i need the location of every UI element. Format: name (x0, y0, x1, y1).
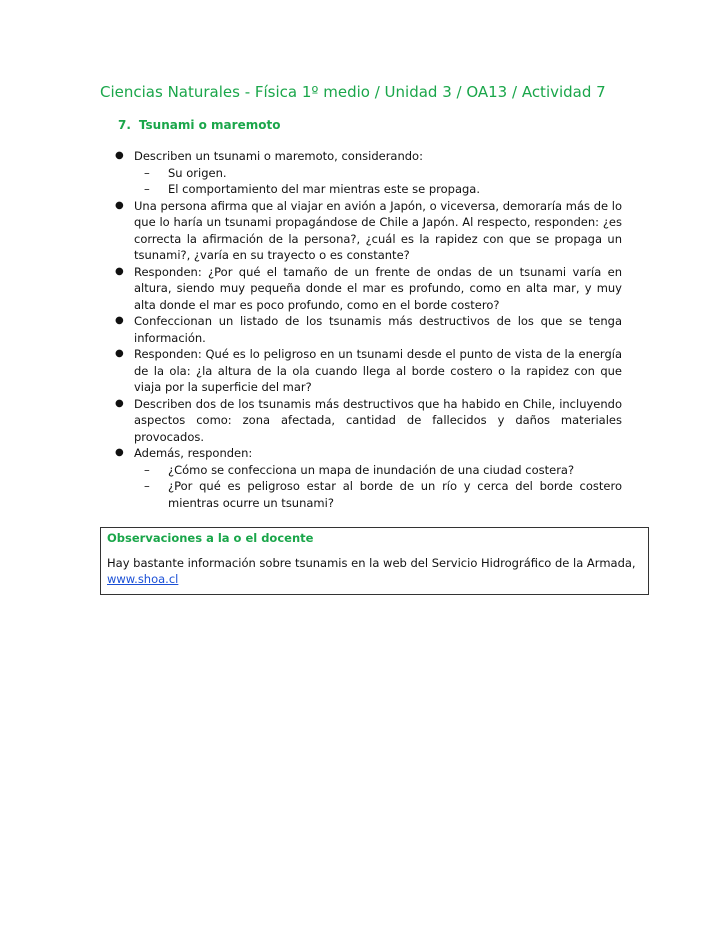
section-number: 7. (118, 118, 131, 132)
list-item-text: Además, responden: (134, 446, 253, 460)
list-item (110, 346, 622, 396)
sub-list-item-text: Su origen. (168, 165, 227, 180)
bullet-icon: ● (115, 315, 124, 326)
bullet-icon: ● (115, 199, 124, 211)
sub-list-item-text: ¿Por qué es peligroso estar al borde de un río y cerca del borde costero mientras ocurre un tsunami? (168, 479, 622, 510)
sub-list-item (134, 462, 622, 479)
list-item-text: Confeccionan un listado de los tsunamis más destructivos de los que se tenga información. (134, 314, 622, 345)
list-item (110, 198, 622, 264)
observations-text: Hay bastante información sobre tsunamis en la web del Servicio Hidrográfico de la Armada, (107, 555, 636, 570)
list-item-text: Responden: ¿Por qué el tamaño de un frente de ondas de un tsunami varía en altura, siendo muy pequeña donde el mar es profundo, como en alta mar, y muy alta donde el mar es poco profundo, como en el borde costero? (134, 264, 622, 312)
list-item (110, 396, 622, 446)
sub-list-item-text: ¿Cómo se confecciona un mapa de inundación de una ciudad costera? (168, 462, 575, 477)
dash-icon: – (144, 165, 150, 180)
bullet-icon: ● (115, 447, 124, 458)
sub-list-item (134, 478, 622, 511)
dash-icon: – (144, 182, 150, 196)
dash-icon: – (144, 462, 150, 477)
section-title (118, 118, 280, 132)
dash-icon: – (144, 479, 150, 493)
list-item (110, 445, 622, 511)
sub-list-item (134, 181, 622, 198)
list-item-text: Describen dos de los tsunamis más destructivos que ha habido en Chile, incluyendo aspectos como: zona afectada, cantidad de fallecidos y daños materiales provocados. (134, 396, 622, 444)
observations-title: Observaciones a la o el docente (107, 531, 314, 545)
activity-list (110, 148, 622, 511)
observations-body (107, 555, 642, 588)
list-item-text: Una persona afirma que al viajar en avión a Japón, o viceversa, demoraría más de lo que lo haría un tsunami propagándose de Chile a Japón. Al respecto, responden: ¿es correcta la afirmación de la persona?, ¿cuál es la rapidez con que se propaga un tsunami?, ¿varía en su trayecto o es constante? (134, 198, 622, 262)
list-item (110, 313, 622, 346)
list-item (110, 148, 622, 198)
bullet-icon: ● (115, 150, 124, 161)
bullet-icon: ● (115, 397, 124, 409)
list-item-text: Describen un tsunami o maremoto, considerando: (134, 149, 423, 163)
sub-list (134, 462, 622, 512)
list-item (110, 264, 622, 314)
section-title-text: Tsunami o maremoto (138, 118, 281, 132)
sub-list (134, 165, 622, 198)
bullet-icon: ● (115, 348, 124, 359)
bullet-icon: ● (115, 265, 124, 277)
shoa-link[interactable]: www.shoa.cl (107, 572, 179, 586)
breadcrumb-header: Ciencias Naturales - Física 1º medio / Unidad 3 / OA13 / Actividad 7 (100, 83, 606, 101)
list-item-text: Responden: Qué es lo peligroso en un tsunami desde el punto de vista de la energía de la ola: ¿la altura de la ola cuando llega al borde costero o la rapidez con que viaja por la superficie del mar? (134, 347, 622, 394)
sub-list-item (134, 165, 622, 182)
observations-box (100, 527, 649, 595)
sub-list-item-text: El comportamiento del mar mientras este se propaga. (168, 182, 480, 196)
